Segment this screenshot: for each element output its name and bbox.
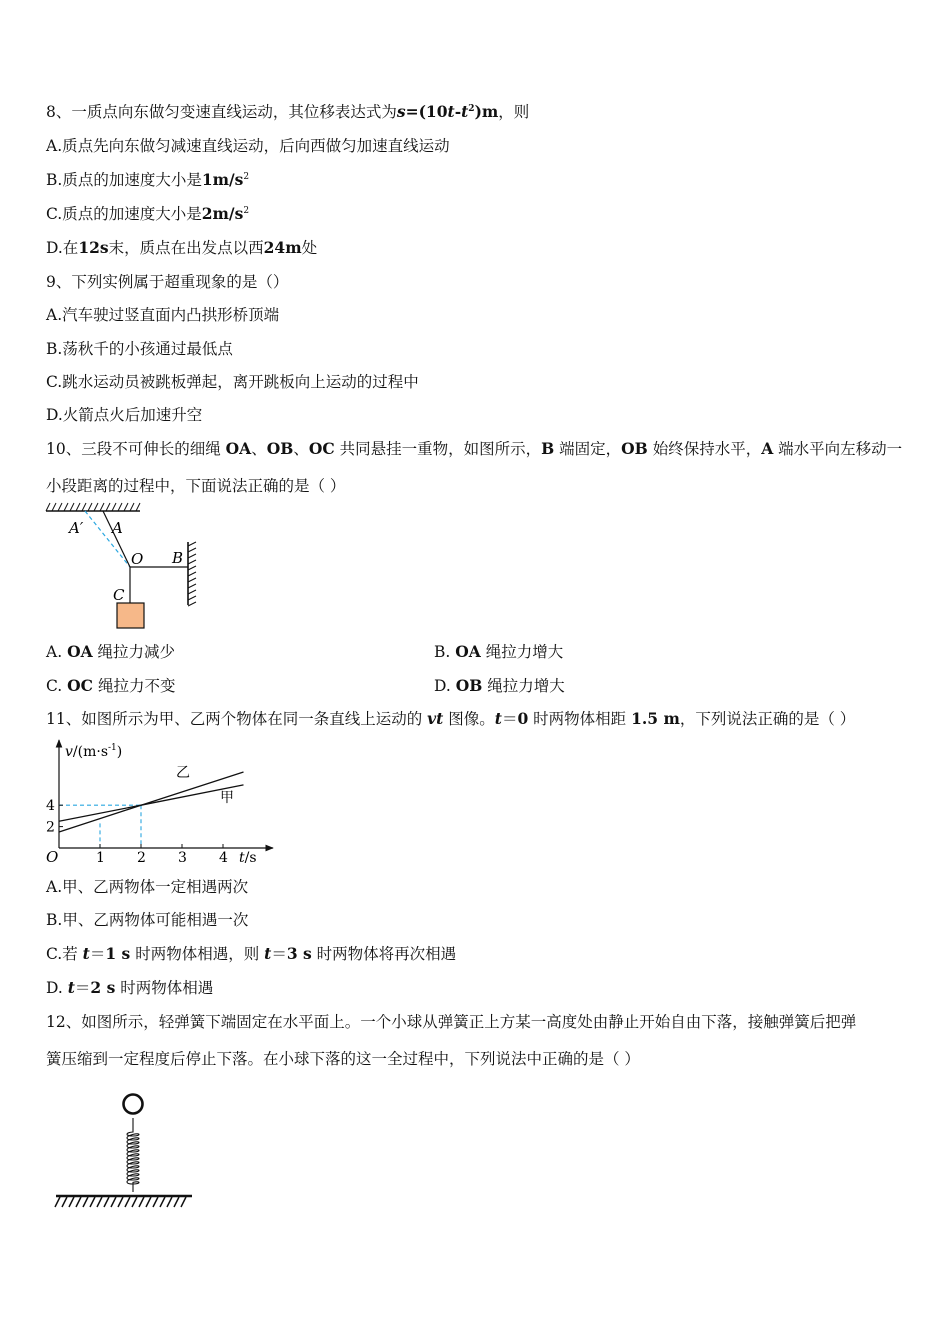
series-label-jia: 甲: [220, 790, 234, 806]
x-tick-label: 3: [178, 850, 187, 866]
wall-hatch: [188, 542, 196, 606]
option-bold: 1 s: [105, 944, 131, 963]
option-bold: OB: [455, 676, 483, 695]
stem-text: 始终保持水平，: [647, 440, 762, 458]
option-value: 2m/s: [201, 204, 244, 223]
x-tick-label: 1: [96, 850, 105, 866]
option-t: t: [264, 944, 272, 963]
label-a: A: [112, 519, 123, 537]
option-eq: ＝: [89, 945, 106, 963]
stem-text: 图像。: [443, 710, 495, 728]
stem-text: 11、如图所示为甲、乙两个物体在同一条直线上运动的: [46, 710, 428, 728]
q12-spring-figure: [50, 1088, 200, 1218]
option-bold: OA: [67, 642, 93, 661]
option-value: 12s: [78, 238, 109, 257]
ball: [124, 1095, 143, 1114]
stem-text: 、: [293, 440, 309, 458]
q10-stem-line1: [46, 439, 902, 459]
q11-option-d: [46, 978, 213, 998]
q8-stem-text: 8、一质点向东做匀变速直线运动，其位移表达式为: [46, 103, 397, 121]
y-tick-label: 2: [46, 819, 55, 836]
stem-text: 共同悬挂一重物，如图所示，: [334, 440, 542, 458]
series-line-jia: [59, 785, 244, 821]
stem-text: 10、三段不可伸长的细绳: [46, 440, 226, 458]
series-line-yi: [59, 772, 244, 832]
q8-stem-end: ，则: [498, 103, 530, 121]
q11-option-c: [46, 944, 456, 964]
option-text: B.: [434, 643, 456, 661]
option-sup: 2: [243, 172, 250, 182]
q9-option-b: B.荡秋千的小孩通过最低点: [46, 340, 233, 358]
stem-text: 时两物体相距: [528, 710, 632, 728]
option-text: D.在: [46, 239, 79, 257]
option-bold: OA: [455, 642, 481, 661]
formula-unit: )m: [474, 102, 499, 121]
q9-option-a: A.汽车驶过竖直面内凸拱形桥顶端: [46, 306, 280, 324]
y-tick-label: 4: [46, 798, 55, 815]
stem-bold: 0: [517, 709, 529, 728]
option-text: C.: [46, 677, 68, 695]
q11-option-a: A.甲、乙两物体一定相遇两次: [46, 878, 249, 896]
option-value: 1m/s: [201, 170, 244, 189]
q8-option-d: [46, 238, 317, 258]
option-text: 时两物体将再次相遇: [311, 945, 457, 963]
stem-text: 、: [251, 440, 267, 458]
option-text: 时两物体相遇，则: [130, 945, 265, 963]
stem-eq: ＝: [501, 710, 518, 728]
x-axis-label: [239, 850, 257, 866]
option-t: t: [67, 978, 75, 997]
option-text: D.: [434, 677, 456, 695]
q9-stem: 9、下列实例属于超重现象的是（）: [46, 273, 289, 291]
option-text: 绳拉力减少: [92, 643, 176, 661]
label-a-prime: A′: [69, 519, 84, 537]
option-text: 时两物体相遇: [115, 979, 214, 997]
q10-option-a: [46, 642, 175, 662]
stem-bold: OB: [621, 439, 648, 458]
option-value: 24m: [263, 238, 302, 257]
q10-option-c: [46, 676, 175, 696]
stem-bold: OA: [225, 439, 252, 458]
x-axis-label-t: t: [239, 850, 245, 866]
option-bold: OC: [67, 676, 94, 695]
q8-stem: [46, 102, 529, 122]
option-text: 绳拉力不变: [93, 677, 176, 695]
origin-label: O: [46, 848, 59, 866]
x-tick-label: 2: [137, 850, 146, 866]
formula-s: s: [396, 102, 406, 121]
option-bold: 2 s: [90, 978, 116, 997]
x-tick-label: 4: [219, 850, 228, 866]
formula-part: =(10: [405, 102, 448, 121]
y-axis-label-unit: /(m·s: [72, 744, 109, 760]
option-text: C.质点的加速度大小是: [46, 205, 202, 223]
stem-bold: OB: [266, 439, 294, 458]
label-o: O: [131, 550, 144, 568]
option-text: C.若: [46, 945, 83, 963]
spring: [127, 1118, 139, 1192]
option-eq: ＝: [271, 945, 287, 963]
stem-text: ，下列说法正确的是（ ）: [679, 710, 856, 728]
q9-option-d: D.火箭点火后加速升空: [46, 406, 203, 424]
q9-option-c: C.跳水运动员被跳板弹起，离开跳板向上运动的过程中: [46, 373, 419, 391]
series-label-yi: 乙: [176, 765, 190, 781]
q10-option-b: [434, 642, 563, 662]
option-text: A.: [46, 643, 68, 661]
y-axis-label: [65, 743, 122, 760]
stem-vt: vt: [427, 709, 444, 728]
formula-t: t: [447, 102, 455, 121]
option-text: B.质点的加速度大小是: [46, 171, 202, 189]
stem-bold: A: [761, 439, 774, 458]
label-b: B: [172, 549, 184, 567]
formula-sup: 2: [468, 104, 475, 114]
y-axis-label-close: ): [116, 744, 123, 760]
label-c: C: [113, 586, 125, 604]
option-text: 处: [301, 239, 318, 257]
q12-stem-line2: 簧压缩到一定程度后停止下落。在小球下落的这一全过程中，下列说法中正确的是（ ）: [46, 1050, 640, 1068]
hanging-weight: [117, 603, 144, 628]
option-text: 末，质点在出发点以西: [108, 239, 264, 257]
option-t: t: [82, 944, 90, 963]
ground-hatch: [55, 1197, 186, 1207]
y-axis-label-v: v: [65, 744, 73, 760]
x-axis-label-unit: /s: [244, 850, 257, 866]
q11-option-b: B.甲、乙两物体可能相遇一次: [46, 911, 249, 929]
y-axis-label-sup: -1: [108, 743, 117, 753]
option-eq: ＝: [74, 979, 91, 997]
stem-text: 端固定，: [554, 440, 622, 458]
q11-vt-chart: [40, 738, 270, 870]
q8-option-c: [46, 204, 249, 224]
q10-rope-figure: [40, 500, 210, 635]
option-text: D.: [46, 979, 68, 997]
option-bold: 3 s: [286, 944, 312, 963]
q8-option-b: [46, 170, 249, 190]
q10-stem-line2: 小段距离的过程中，下面说法正确的是（ ）: [46, 477, 346, 495]
option-text: 绳拉力增大: [482, 677, 565, 695]
stem-text: 端水平向左移动一: [773, 440, 903, 458]
stem-t: t: [494, 709, 502, 728]
q11-stem: [46, 709, 855, 729]
stem-bold: 1.5 m: [631, 709, 680, 728]
formula-t2: t: [461, 102, 469, 121]
option-sup: 2: [243, 206, 250, 216]
formula-minus: -: [454, 102, 462, 121]
q12-stem-line1: 12、如图所示，轻弹簧下端固定在水平面上。一个小球从弹簧正上方某一高度处由静止开始自由下落，接触弹簧后把弹: [46, 1013, 857, 1031]
stem-bold: OC: [308, 439, 335, 458]
option-text: 绳拉力增大: [480, 643, 564, 661]
ceiling-hatch: [46, 503, 140, 511]
q10-option-d: [434, 676, 565, 696]
q8-option-a: A.质点先向东做匀减速直线运动，后向西做匀加速直线运动: [46, 137, 450, 155]
stem-bold: B: [541, 439, 555, 458]
